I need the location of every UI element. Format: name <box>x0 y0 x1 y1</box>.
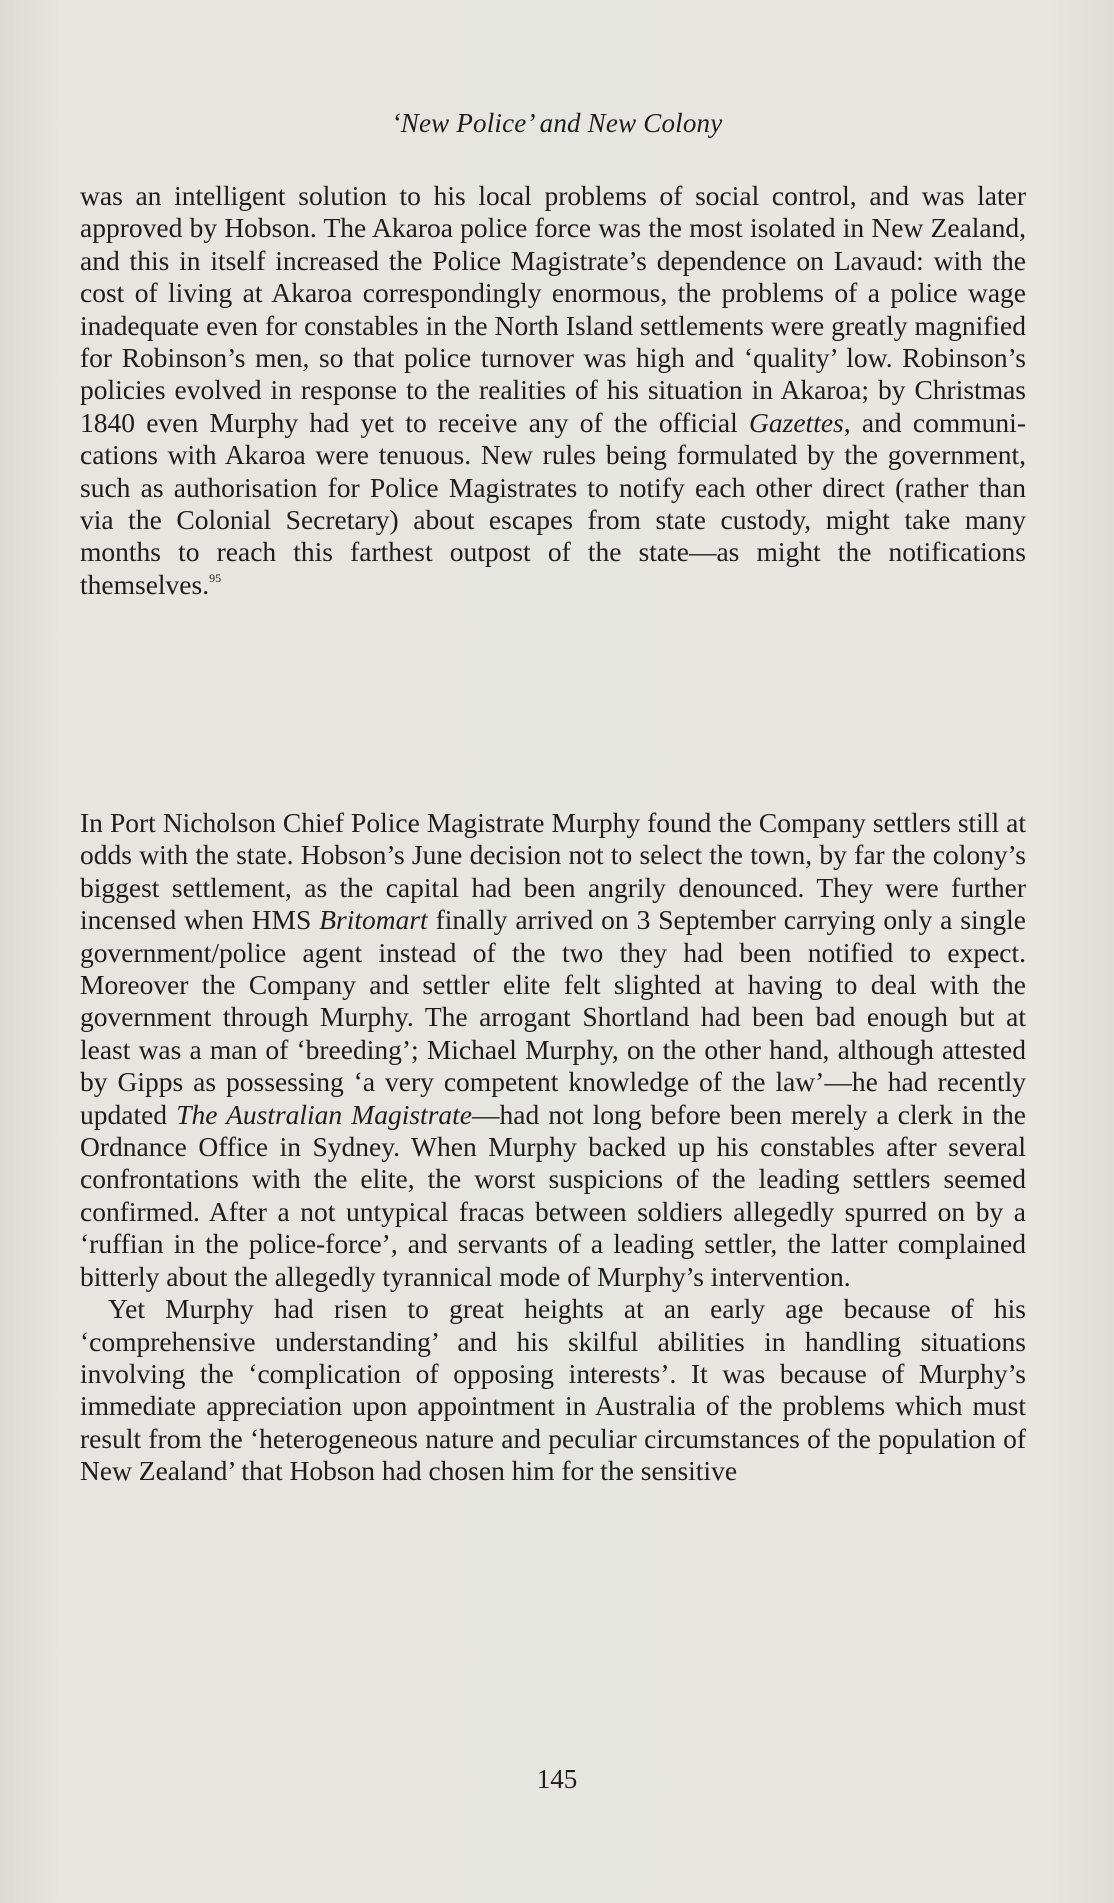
paragraph-2-text-b: finally arrived on 3 September carrying only a single government/police agent instead of the two they had been notified to expect. Moreover the Company and settler elite felt slighted at having to deal with the government through Murphy. The arrogant Shortland had been bad enough but at least was a man of ‘breeding’; Michael Murphy, on the other hand, although attested by Gipps as possessing ‘a very competent knowledge of the law’—he had recently updated <box>80 904 1026 1130</box>
text-block-top <box>80 180 1026 601</box>
gazettes-italic: Gazettes <box>749 406 844 438</box>
running-head-close-quote: ’ <box>526 108 533 138</box>
paragraph-1-text-a: was an intelligent solution to his local problems of social control, and was later approved by Hobson. The Akaroa police force was the most isolated in New Zealand, and this in itself increased the Police Magistrate’s dependence on Lavaud: with the cost of living at Akaroa correspondingly enormous, the problems of a police wage inadequate even for constables in the North Island settlements were greatly magnified for Robinson’s men, so that police turnover was high and ‘quality’ low. Robinson’s policies evolved in response to the realities of his situation in Akaroa; by Christmas 1840 even Murphy had yet to receive any of the official <box>80 180 1026 438</box>
footnote-ref-95: 95 <box>209 570 222 585</box>
page-number: 145 <box>536 1764 578 1794</box>
paragraph-2-text-a: In Port Nicholson Chief Police Magistrate Murphy found the Company settlers still at odds with the state. Hobson’s June decision not to select the town, by far the colony’s biggest settlement, as the capital had been angrily denounced. They were further incensed when HMS <box>80 807 1026 936</box>
paragraph-akaroa <box>80 180 1026 601</box>
australian-magistrate-italic: The Australian Magistrate <box>176 1098 472 1130</box>
paragraph-3-text: Yet Murphy had risen to great heights at an early age because of his ‘comprehensive understanding’ and his skilful abilities in handling situations involving the ‘complication of opposing interests’. It was because of Murphy’s immediate appreciation upon appointment in Australia of the problems which must result from the ‘heterogeneous nature and peculiar circumstances of the population of New Zealand’ that Hobson had chosen him for the sensitive <box>80 1293 1026 1487</box>
paragraph-1-text-b: , and communications with Akaroa were tenuous. New rules being formulated by the government, such as authorisation for Police Magistrates to notify each other direct (rather than via the Colonial Secretary) about escapes from state custody, might take many months to reach this farthest outpost of the state—as might the notifications themselves. <box>80 406 1026 600</box>
text-block-bottom <box>80 807 1026 1488</box>
paragraph-2-text-c: —had not long before been merely a clerk in the Ordnance Office in Sydney. When Murphy backed up his constables after several confrontations with the elite, the worst suspicions of the leading settlers seemed confirmed. After a not untypical fracas between soldiers allegedly spurred on by a ‘ruffian in the police-force’, and servants of a leading settler, the latter complained bitterly about the allegedly tyrannical mode of Murphy’s intervention. <box>80 1098 1026 1292</box>
running-head <box>0 108 1114 139</box>
britomart-italic: Britomart <box>319 904 428 936</box>
running-head-open-quote: ‘ <box>391 108 401 138</box>
paragraph-port-nicholson <box>80 807 1026 1293</box>
running-head-title-rest: and New Colony <box>532 108 723 138</box>
paragraph-murphy-abilities <box>80 1293 1026 1487</box>
running-head-title-part: New Police <box>400 108 527 138</box>
